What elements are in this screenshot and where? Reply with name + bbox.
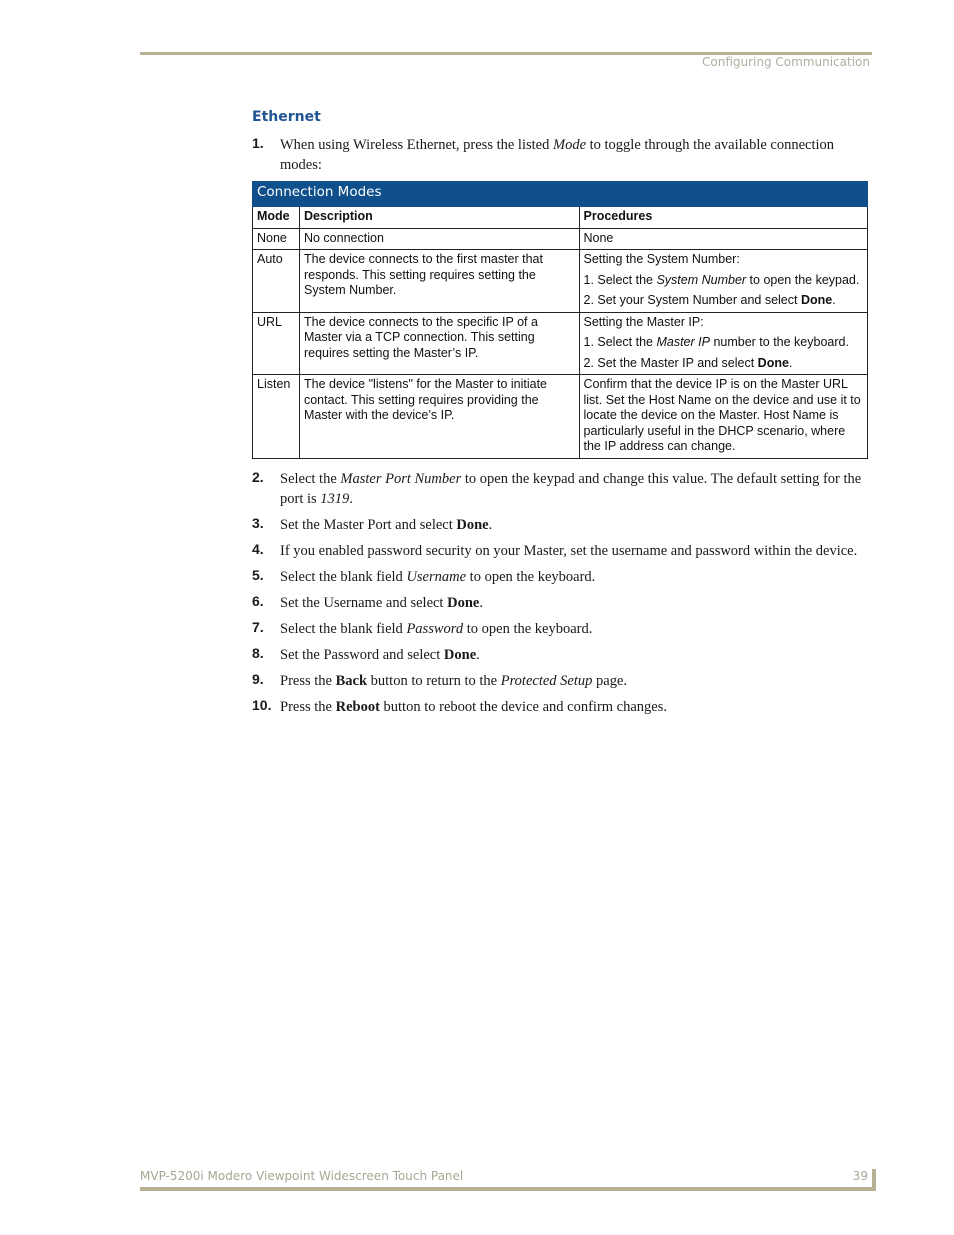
procedures-cell	[579, 312, 868, 375]
step-number: 10.	[252, 696, 272, 713]
step-item	[252, 619, 870, 639]
step-item	[252, 593, 870, 613]
step-text	[280, 569, 595, 585]
step-number: 7.	[252, 618, 264, 635]
table-caption-row	[253, 182, 868, 207]
bold-text: Back	[335, 672, 368, 689]
text-run: 2. Set the Master IP and select	[583, 355, 758, 370]
description-cell: The device connects to the specific IP of a Master via a TCP connection. This setting requires setting the Master’s IP.	[299, 312, 579, 375]
emphasis-text: Password	[406, 620, 464, 637]
connection-modes-table	[252, 181, 868, 459]
step-list	[252, 469, 870, 717]
procedures-cell	[579, 375, 868, 459]
step-number: 3.	[252, 514, 264, 531]
table-caption: Connection Modes	[253, 182, 868, 207]
text-run: Confirm that the device IP is on the Master URL list. Set the Host Name on the device and use it to locate the device on the Master. Host Name is particularly useful in the DHCP scenario, where the IP address can change.	[583, 377, 861, 453]
table-row	[253, 228, 868, 250]
step-number: 8.	[252, 644, 264, 661]
text-run: number to the keyboard.	[709, 335, 849, 349]
mode-cell: Listen	[253, 375, 300, 459]
text-run: 1. Select the	[583, 272, 657, 287]
step-text	[280, 137, 834, 173]
text-run: to toggle through the available connection modes:	[280, 137, 835, 173]
text-run: .	[476, 646, 480, 663]
step-number: 2.	[252, 468, 264, 485]
text-run: .	[349, 490, 353, 507]
mode-cell: URL	[253, 312, 300, 375]
text-run: None	[583, 230, 614, 245]
step-text	[280, 471, 861, 507]
step-text	[280, 673, 627, 689]
procedure-line	[584, 356, 864, 372]
text-run: to open the keyboard.	[463, 620, 593, 637]
procedure-line	[584, 231, 864, 247]
text-run: When using Wireless Ethernet, press the listed	[280, 137, 553, 153]
text-run: Press the	[280, 672, 336, 689]
text-run: Set the Username and select	[280, 594, 448, 611]
emphasis-text: Master Port Number	[340, 470, 462, 487]
procedure-line	[584, 335, 864, 351]
table-row	[253, 375, 868, 459]
text-run: Setting the Master IP:	[583, 314, 704, 329]
step-text	[280, 621, 592, 637]
table-header-row	[253, 207, 868, 229]
step-number: 5.	[252, 566, 264, 583]
step-text	[280, 517, 492, 533]
text-run: If you enabled password security on your Master, set the username and password within the device.	[280, 542, 858, 559]
main-content	[252, 105, 870, 723]
text-run: .	[479, 594, 483, 611]
running-header: Configuring Communication	[702, 55, 870, 69]
step-item	[252, 671, 870, 691]
footer-doc-title: MVP-5200i Modero Viewpoint Widescreen Touch Panel	[140, 1169, 464, 1183]
procedure-line	[584, 315, 864, 331]
description-cell: The device connects to the first master that responds. This setting requires setting the System Number.	[299, 250, 579, 313]
step-text	[280, 699, 667, 715]
text-run: 2. Set your System Number and select	[583, 293, 801, 307]
page-number: 39	[852, 1169, 868, 1183]
procedures-cell	[579, 250, 868, 313]
emphasis-text: System Number	[656, 272, 747, 287]
step-item	[252, 469, 870, 509]
text-run: Select the blank field	[280, 620, 407, 637]
text-run: .	[832, 293, 836, 307]
text-run: Setting the System Number:	[583, 252, 740, 266]
description-cell: The device "listens" for the Master to initiate contact. This setting requires providing the Master with the device’s IP.	[299, 375, 579, 459]
text-run: page.	[592, 672, 628, 689]
text-run: button to return to the	[367, 672, 501, 689]
step-number: 1.	[252, 135, 264, 151]
step-item	[252, 697, 870, 717]
section-title: Ethernet	[252, 109, 321, 125]
bold-text: Done	[800, 293, 833, 307]
emphasis-text: Master IP	[656, 335, 710, 349]
step-item	[252, 645, 870, 665]
footer-rule	[140, 1187, 876, 1191]
text-run: Select the	[280, 470, 341, 487]
bold-text: Done	[447, 594, 480, 611]
procedure-line	[584, 377, 864, 455]
text-run: to open the keypad and change this value. The default setting for the port is	[280, 470, 862, 507]
column-header-mode: Mode	[253, 207, 300, 229]
step-item	[252, 541, 870, 561]
text-run: .	[488, 516, 493, 533]
table-row	[253, 250, 868, 313]
text-run: to open the keypad.	[746, 272, 860, 287]
procedure-line	[584, 293, 864, 309]
bold-text: Reboot	[335, 698, 380, 715]
text-run: Set the Password and select	[280, 646, 444, 663]
emphasis-text: Mode	[552, 137, 586, 153]
step-item	[252, 515, 870, 535]
step-list	[252, 135, 870, 175]
emphasis-text: Protected Setup	[500, 672, 593, 689]
text-run: button to reboot the device and confirm changes.	[379, 698, 667, 715]
description-cell: No connection	[299, 228, 579, 250]
table-body	[253, 228, 868, 458]
column-header-description: Description	[299, 207, 579, 229]
bold-text: Done	[757, 355, 789, 370]
step-number: 4.	[252, 540, 264, 557]
step-item	[252, 135, 870, 175]
text-run: 1. Select the	[583, 335, 657, 349]
text-run: .	[788, 355, 793, 370]
bold-text: Done	[443, 646, 477, 663]
step-number: 6.	[252, 592, 264, 609]
text-run: Set the Master Port and select	[280, 516, 457, 533]
table-row	[253, 312, 868, 375]
procedure-line	[584, 252, 864, 268]
text-run: Select the blank field	[280, 568, 407, 585]
step-text	[280, 595, 483, 611]
bold-text: Done	[456, 516, 489, 533]
step-text	[280, 647, 480, 663]
procedure-line	[584, 273, 864, 289]
emphasis-text: 1319	[320, 490, 350, 507]
mode-cell: Auto	[253, 250, 300, 313]
step-number: 9.	[252, 670, 264, 687]
text-run: to open the keyboard.	[466, 568, 596, 585]
step-text	[280, 543, 857, 559]
text-run: Press the	[280, 698, 336, 715]
procedures-cell	[579, 228, 868, 250]
mode-cell: None	[253, 228, 300, 250]
emphasis-text: Username	[406, 568, 467, 585]
step-item	[252, 567, 870, 587]
column-header-procedures: Procedures	[579, 207, 868, 229]
